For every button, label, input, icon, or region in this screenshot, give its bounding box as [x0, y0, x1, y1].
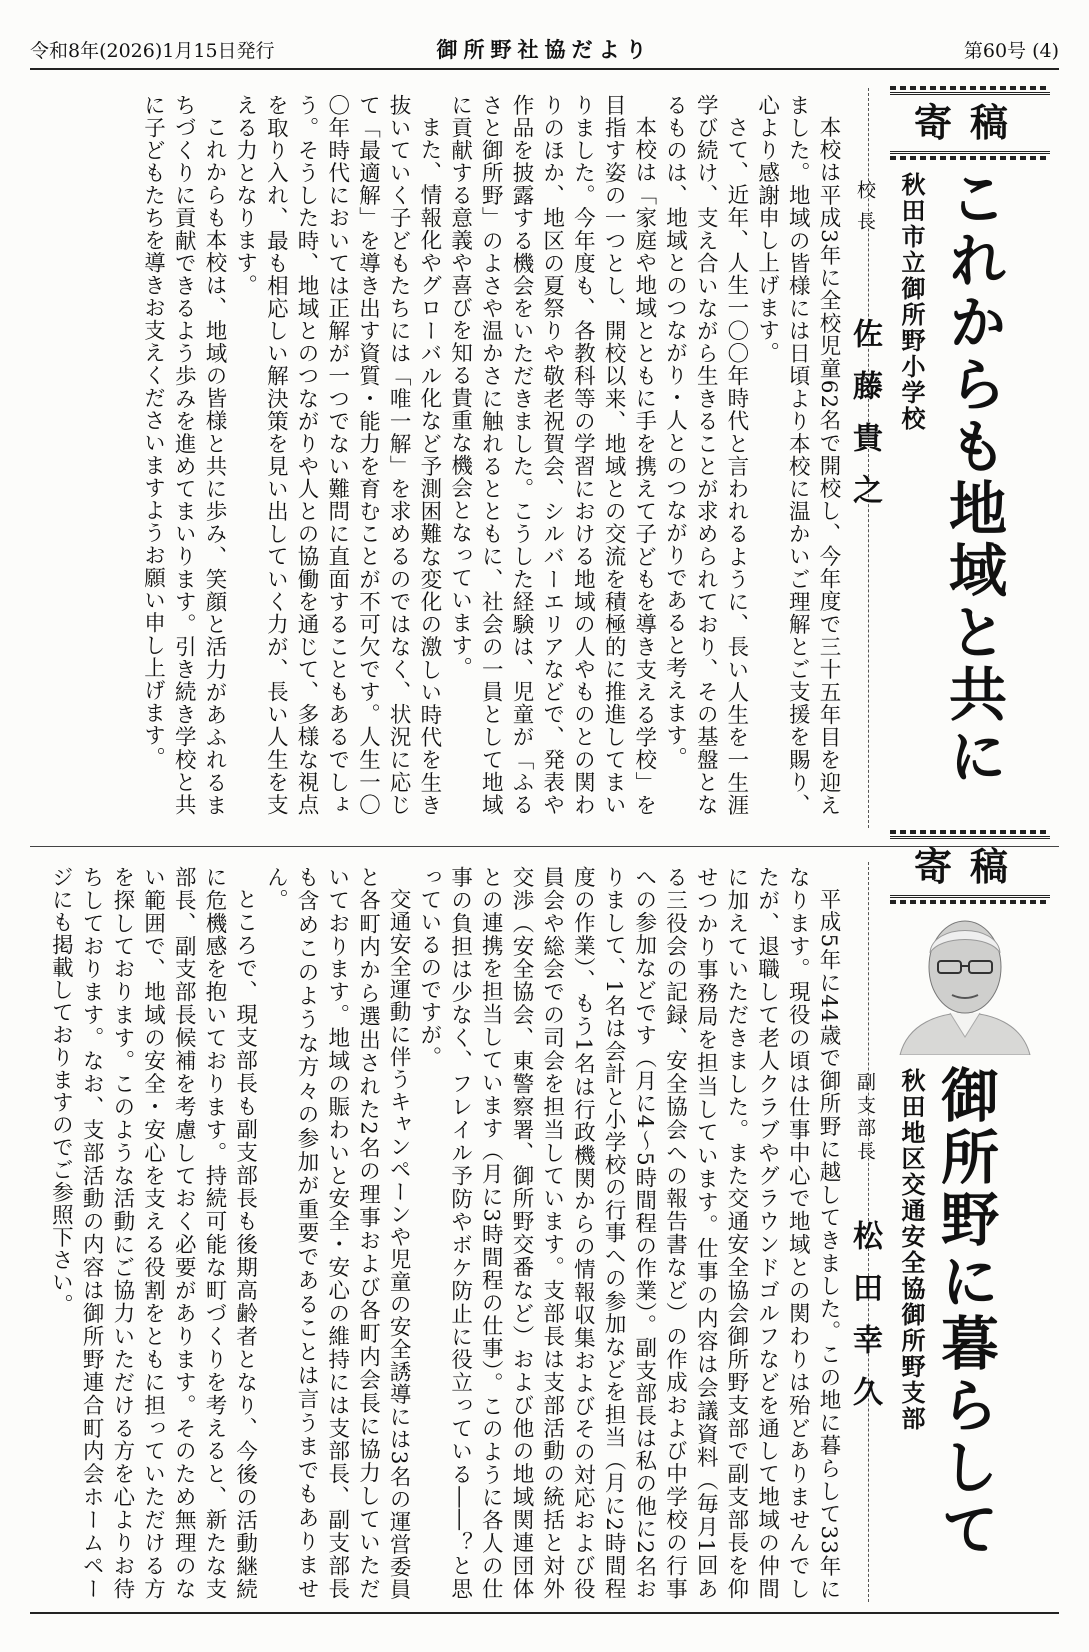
article2-position: 副支部長 [854, 1072, 876, 1164]
article2-title: 御所野に暮らして [931, 1065, 999, 1561]
article2-body [28, 866, 843, 1600]
article1-title: これからも地域と共に [939, 168, 1007, 788]
article1-author: 佐藤貴之 [847, 318, 882, 526]
header-rule [30, 68, 1059, 70]
article1-org: 秋田市立御所野小学校 [897, 172, 925, 432]
footer-rule [30, 1612, 1059, 1614]
article2-author: 松田幸久 [847, 1220, 882, 1428]
paragraph: さて、近年、人生一〇〇年時代と言われるように、長い人生を一生涯学び続け、支え合いながら生きることが求められており、その基盤となるものは、地域とのつながり・人とのつながりであると考えます。 [662, 94, 749, 816]
contribution-label: 寄稿 [890, 836, 1050, 898]
paragraph: 平成5年に44歳で御所野に越してきました。この地に暮らして33年になります。現役の頃は仕事中心で地域との関わりは殆どありませんでしたが、退職して老人クラブやグラウンドゴルフなどを通して地域の仲間に加えていただきました。また交通安全協会御所野支部で副支部長を仰せつかり事務局を担当しています。仕事の内容は会議資料（毎月1回ある三役会の記録、安全協会への報告書など）の作成および中学校の行事への参加などです（月に4〜5時間程の作業）。副支部長は私の他に2名おりまして、1名は会計と小学校の行事への参加などを担当（月に2時間程度の作業）、もう1名は行政機関からの情報収集およびその対応および役員会や総会での司会を担当しています。支部長は支部活動の統括と対外交渉（安全協会、東警察署、御所野交番など）および他の地域関連団体との連携を担当しています（月に3時間程の仕事）。このように各人の仕事の負担は少なく、フレイル予防やボケ防止に役立っている――？と思っているのですが。 [416, 866, 841, 1600]
paragraph: 本校は平成3年に全校児童62名で開校し、今年度で三十五年目を迎えました。地域の皆様には日頃より本校に温かいご理解とご支援を賜り、心より感謝申し上げます。 [754, 94, 841, 816]
article2-org: 秋田地区交通安全協御所野支部 [897, 1068, 925, 1432]
issue-number: 第60号 (4) [963, 40, 1059, 62]
page-header [30, 30, 1059, 66]
author-portrait [880, 905, 1050, 1055]
paragraph: これからも本校は、地域の皆様と共に歩み、笑顔と活力があふれるまちづくりに貢献できるよう歩みを進めてまいります。引き続き学校と共に子どもたちを導きお支えくださいますようお願い申し上げます。 [140, 94, 227, 816]
article1-body [28, 94, 843, 816]
newsletter-title: 御所野社協だより [436, 38, 653, 62]
article1-position: 校長 [854, 180, 876, 242]
paragraph: ところで、現支部長も副支部長も後期高齢者となり、今後の活動継続に危機感を抱いております。持続可能な町づくりを考えると、新たな支部長、副支部長候補を考慮しておく必要があります。そのため無理のない範囲で、地域の安全・安心を支える役割をともに担っていただける方を探しております。このような活動にご協力いただける方を心よりお待ちしております。なお、支部活動の内容は御所野連合町内会ホームページにも掲載しておりますのでご参照下さい。 [48, 866, 258, 1600]
paragraph: 本校は「家庭や地域とともに手を携えて子どもを導き支える学校」を目指す姿の一つとし、開校以来、地域との交流を積極的に推進してまいりました。今年度も、各教科等の学習における地域の人やものとの関わりのほか、地区の夏祭りや敬老祝賀会、シルバーエリアなどで、発表や作品を披露する機会をいただきました。こうした経験は、児童が「ふるさと御所野」のよさや温かさに触れるとともに、社会の一員として地域に貢献する意義や喜びを知る貴重な機会となっています。 [447, 94, 657, 816]
paragraph: また、情報化やグローバル化など予測困難な変化の激しい時代を生き抜いていく子どもたちには「唯一解」を求めるのではなく、状況に応じて「最適解」を導き出す資質・能力を育むことが不可欠です。人生一〇〇年時代においては正解が一つでない難問に直面することもあるでしょう。そうした時、地域とのつながりや人との協働を通じて、多様な視点を取り入れ、最も相応しい解決策を見い出していく力が、長い人生を支える力となります。 [232, 94, 442, 816]
paragraph: 交通安全運動に伴うキャンペーンや児童の安全誘導には3名の運営委員と各町内から選出された2名の理事および各町内会長に協力していただいております。地域の賑わいと安全・安心の維持には支部長、副支部長も含めこのような方々の参加が重要であることは言うまでもありません。 [263, 866, 412, 1600]
issue-date: 令和8年(2026)1月15日発行 [30, 40, 275, 62]
contribution-label: 寄稿 [890, 92, 1050, 154]
